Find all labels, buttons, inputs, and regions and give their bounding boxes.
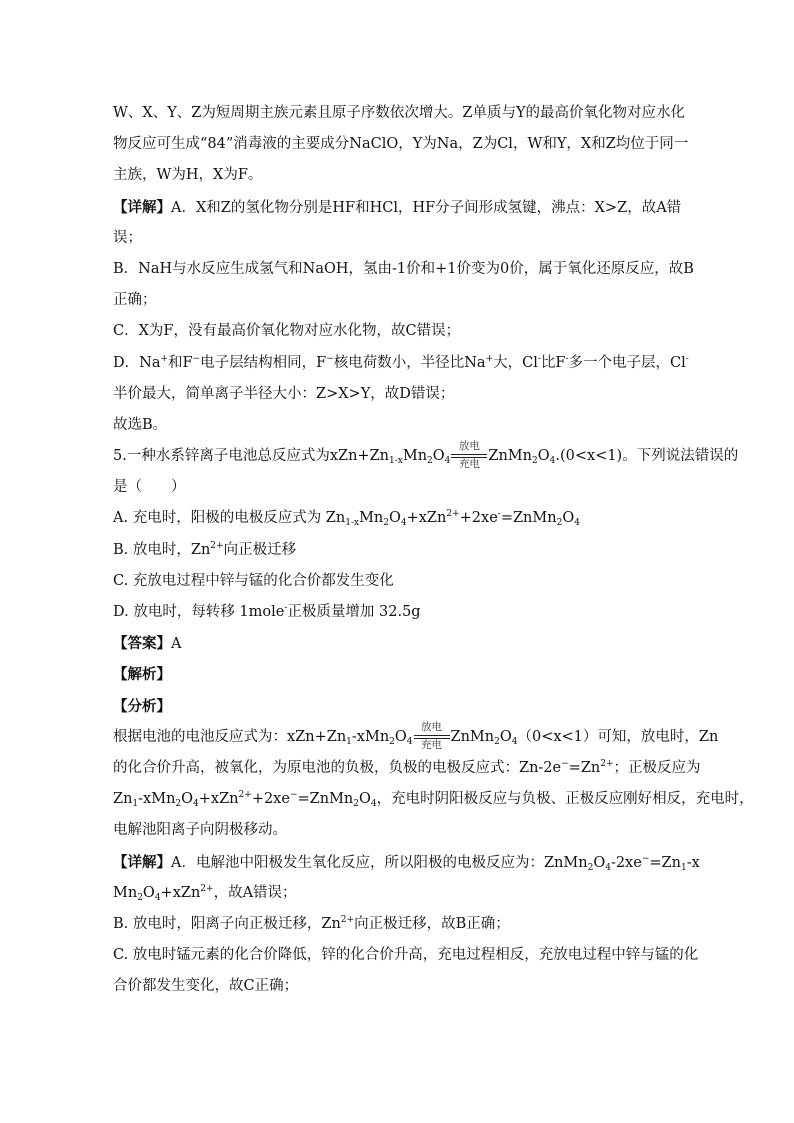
- text: ZnMn: [450, 728, 495, 745]
- text: 5.一种水系锌离子电池总反应式为xZn+Zn: [113, 448, 389, 465]
- text: 向正极迁移: [223, 541, 297, 558]
- analysis-tag: 【解析】: [113, 666, 171, 684]
- text-line: [113, 909, 685, 940]
- superscript: -: [537, 353, 541, 364]
- text: B. 放电时，Zn: [113, 541, 211, 558]
- text-line: [113, 720, 719, 753]
- text-line: [113, 98, 685, 129]
- text: +xZn: [198, 791, 239, 808]
- text: 核电荷数小，半径比Na: [333, 354, 486, 371]
- answer-line: [113, 628, 685, 659]
- text: O: [432, 448, 445, 465]
- subscript: 4: [400, 518, 407, 529]
- text: 电解池阳离子向阴极移动。: [113, 822, 287, 839]
- subscript: 2: [137, 892, 143, 903]
- text: 的化合价升高，被氧化，为原电池的负极，负极的电极反应式：Zn-2e: [113, 759, 562, 776]
- text: ，充电时阴阳极反应与负极、正极反应刚好相反，充电时，: [376, 791, 754, 808]
- detail-heading-line: [113, 847, 700, 878]
- text-line: [113, 285, 685, 316]
- superscript: 2+: [238, 790, 252, 801]
- detail-tag: 【详解】: [113, 853, 171, 871]
- text: O: [181, 791, 194, 808]
- text: D. 放电时，每转移 1mole: [113, 604, 285, 620]
- text: .(0<x<1)。下列说法错误的: [555, 448, 739, 465]
- text: -xMn: [138, 791, 176, 808]
- superscript: −: [561, 758, 569, 769]
- text: O: [499, 728, 512, 745]
- text: A．X和Z的氢化物分别是HF和HCl，HF分子间形成氢键，沸点：X>Z，故A错: [171, 199, 682, 216]
- text-line: [113, 940, 699, 971]
- superscript: -: [565, 353, 569, 364]
- text: C. 放电时锰元素的化合价降低，锌的化合价升高，充电过程相反，充放电过程中锌与锰的化: [113, 947, 699, 964]
- text: 是（ ）: [113, 479, 186, 496]
- document-content: [113, 98, 754, 1002]
- text: C. 充放电过程中锌与锰的化合价都发生变化: [113, 572, 394, 589]
- text: Mn: [359, 510, 384, 527]
- subscript: 2: [587, 862, 594, 873]
- text: 向正极迁移，故B正确；: [354, 915, 510, 932]
- subscript: 2: [389, 736, 395, 747]
- text: O: [394, 728, 407, 745]
- text: 主族，W为H，X为F。: [113, 167, 263, 184]
- text: -x: [686, 854, 700, 871]
- reversible-arrow-icon: [451, 441, 487, 471]
- text: C．X为F，没有最高价氧化物对应水化物，故C错误；: [113, 323, 461, 340]
- option-d: [113, 597, 685, 628]
- subscript: 4: [444, 456, 451, 467]
- reversible-arrow-icon: [414, 722, 450, 752]
- text: =Zn: [568, 759, 601, 776]
- text: 物反应可生成“84”消毒液的主要成分NaClO，Y为Na，Z为Cl，W和Y，X和Z均位于同一: [113, 136, 689, 153]
- text: ，故A错误；: [213, 884, 297, 901]
- option-b: [113, 535, 685, 566]
- text: 合价都发生变化，故C正确；: [113, 978, 299, 995]
- text: -2xe: [610, 854, 642, 871]
- text: +2xe: [459, 510, 498, 527]
- subscript: 4: [549, 456, 556, 467]
- text-line: [113, 472, 685, 503]
- subscript: 4: [370, 799, 377, 810]
- text: Mn: [113, 884, 138, 901]
- subscript: 2: [175, 799, 182, 810]
- superscript: -: [284, 603, 288, 613]
- text: Mn: [402, 448, 428, 465]
- text-line: [113, 410, 685, 441]
- text-line: [113, 815, 685, 846]
- superscript: −: [192, 353, 201, 364]
- text: 正确；: [113, 292, 157, 309]
- question-5-line: [113, 440, 739, 472]
- subscript: 4: [605, 862, 611, 873]
- subscript: 2: [532, 456, 538, 467]
- text: =Zn: [649, 854, 681, 871]
- text: W、X、Y、Z为短周期主族元素且原子序数依次增大。Z单质与Y的最高价氧化物对应水化: [113, 105, 686, 121]
- text: ZnMn: [488, 448, 532, 465]
- text: O: [142, 884, 155, 901]
- text: =ZnMn: [297, 791, 354, 808]
- text: O: [358, 791, 371, 808]
- text: D．Na: [113, 354, 161, 371]
- subscript: 2: [353, 799, 359, 810]
- detail-tag: 【详解】: [113, 198, 171, 216]
- text: 根据电池的电池反应式为：xZn+Zn: [113, 728, 347, 745]
- text: 大，Cl: [493, 354, 538, 371]
- superscript: +: [485, 353, 494, 364]
- subscript: 4: [154, 892, 161, 903]
- text: +xZn: [160, 884, 201, 901]
- superscript: -: [685, 353, 689, 364]
- text: Zn: [113, 791, 133, 808]
- text: O: [562, 510, 575, 527]
- superscript: -: [497, 509, 501, 520]
- text-line: [113, 878, 685, 909]
- detail-heading-line: [113, 192, 685, 223]
- text: =ZnMn: [500, 510, 557, 527]
- text: A. 充电时，阳极的电极反应式为 Zn: [113, 510, 346, 527]
- text: A．电解池中阳极发生氧化反应，所以阳极的电极反应为：ZnMn: [171, 854, 588, 871]
- superscript: +: [160, 353, 169, 364]
- answer-tag: 【答案】: [113, 635, 171, 653]
- text: ；正极反应为: [613, 759, 701, 776]
- subscript: 1-x: [345, 518, 360, 529]
- superscript: 2+: [210, 540, 224, 551]
- text: B．NaH与水反应生成氢气和NaOH，氢由-1价和+1价变为0价，属于氧化还原反应，故B: [113, 260, 694, 277]
- text-line: [113, 160, 685, 191]
- text: B. 放电时，阳离子向正极迁移，Zn: [113, 915, 341, 932]
- text: 多一个电子层，Cl: [568, 354, 686, 371]
- subscript: 1: [346, 736, 352, 747]
- text-line: [113, 753, 701, 784]
- subscript: 4: [511, 736, 518, 747]
- subscript: 1: [680, 862, 687, 873]
- arrow-label-discharge: 放电: [421, 720, 443, 733]
- text-line: [113, 379, 685, 410]
- superscript: 2+: [340, 914, 355, 925]
- superscript: −: [641, 853, 650, 864]
- option-a: [113, 503, 685, 534]
- text: 故选B。: [113, 416, 168, 433]
- text-line: [113, 971, 685, 1002]
- subscript: 1: [132, 799, 139, 810]
- text: O: [537, 448, 550, 465]
- text-line: [113, 316, 685, 347]
- text-line: [113, 348, 689, 379]
- arrow-label-discharge: 放电: [458, 440, 480, 453]
- subscript: 4: [406, 736, 413, 747]
- text: +2xe: [251, 791, 290, 808]
- text: 半价最大，简单离子半径大小：Z>X>Y，故D错误；: [113, 385, 455, 402]
- subscript: 4: [574, 518, 580, 529]
- text-line: [113, 223, 685, 254]
- superscript: −: [326, 353, 334, 364]
- text-line: [113, 254, 694, 285]
- text: 和F: [168, 354, 193, 371]
- subscript: 2: [427, 456, 433, 467]
- text: +xZn: [406, 510, 447, 527]
- subscript: 2: [556, 518, 563, 529]
- text: -xMn: [351, 728, 390, 745]
- text: O: [593, 854, 606, 871]
- arrow-label-charge: 充电: [458, 458, 480, 471]
- superscript: 2+: [600, 758, 614, 769]
- text: （0<x<1）可知，放电时，Zn: [517, 728, 719, 745]
- answer-value: A: [171, 636, 182, 653]
- text: 误；: [113, 229, 142, 246]
- subscript: 4: [193, 799, 199, 810]
- text: 电子层结构相同，F: [200, 354, 327, 371]
- arrow-label-charge: 充电: [421, 738, 443, 751]
- subscript: 1-x: [389, 456, 403, 467]
- option-c: [113, 566, 685, 597]
- superscript: 2+: [446, 509, 460, 520]
- superscript: 2+: [200, 883, 214, 894]
- subscript: 2: [494, 736, 500, 747]
- text: O: [388, 510, 401, 527]
- text: 比F: [540, 354, 566, 371]
- superscript: −: [289, 790, 298, 801]
- fenxi-tag: 【分析】: [113, 697, 171, 715]
- analysis-heading: [113, 659, 685, 690]
- text-line: [113, 129, 689, 160]
- text: 正极质量增加 32.5g: [287, 604, 421, 620]
- subscript: 2: [383, 518, 389, 529]
- text-line: [113, 784, 754, 815]
- fenxi-heading: [113, 691, 685, 722]
